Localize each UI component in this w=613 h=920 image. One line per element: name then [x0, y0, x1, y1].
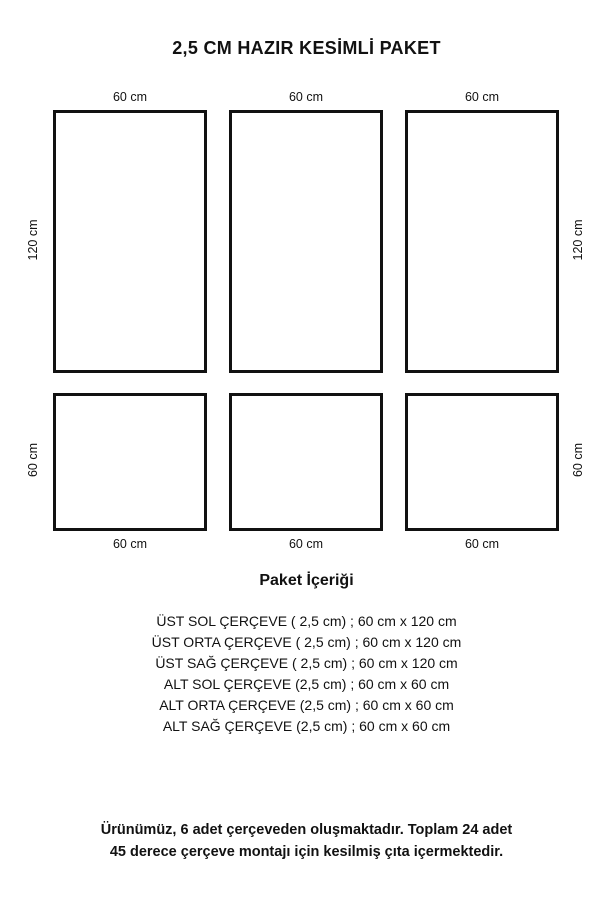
- package-item-bottom-left: ALT SOL ÇERÇEVE (2,5 cm) ; 60 cm x 60 cm: [163, 676, 450, 692]
- top-middle-width-label: 60 cm: [288, 90, 324, 104]
- bottom-right-width-label: 60 cm: [464, 537, 500, 551]
- frame-top-left: [53, 110, 207, 373]
- package-item-top-left: ÜST SOL ÇERÇEVE ( 2,5 cm) ; 60 cm x 120 cm: [156, 613, 457, 629]
- bottom-middle-width-label: 60 cm: [288, 537, 324, 551]
- frame-top-right: [405, 110, 559, 373]
- package-item-bottom-right: ALT SAĞ ÇERÇEVE (2,5 cm) ; 60 cm x 60 cm: [162, 718, 451, 734]
- top-right-height-label: 120 cm: [571, 219, 585, 261]
- top-right-width-label: 60 cm: [464, 90, 500, 104]
- bottom-left-width-label: 60 cm: [112, 537, 148, 551]
- footer-line-1: Ürünümüz, 6 adet çerçeveden oluşmaktadır. Toplam 24 adet: [100, 822, 513, 838]
- bottom-right-height-label: 60 cm: [571, 442, 585, 478]
- package-item-top-right: ÜST SAĞ ÇERÇEVE ( 2,5 cm) ; 60 cm x 120 cm: [155, 655, 458, 671]
- frame-bottom-right: [405, 393, 559, 531]
- page-title: 2,5 CM HAZIR KESİMLİ PAKET: [172, 38, 441, 58]
- footer-line-2: 45 derece çerçeve montajı için kesilmiş çıta içermektedir.: [109, 844, 504, 860]
- frame-top-middle: [229, 110, 383, 373]
- footer-note: [40, 819, 573, 863]
- frame-bottom-middle: [229, 393, 383, 531]
- top-left-width-label: 60 cm: [112, 90, 148, 104]
- package-item-top-middle: ÜST ORTA ÇERÇEVE ( 2,5 cm) ; 60 cm x 120 cm: [151, 634, 462, 650]
- package-item-bottom-middle: ALT ORTA ÇERÇEVE (2,5 cm) ; 60 cm x 60 cm: [159, 697, 454, 713]
- package-heading: Paket İçeriği: [259, 572, 354, 589]
- top-left-height-label: 120 cm: [26, 219, 40, 261]
- frame-bottom-left: [53, 393, 207, 531]
- bottom-left-height-label: 60 cm: [26, 442, 40, 478]
- package-contents-list: [0, 611, 613, 737]
